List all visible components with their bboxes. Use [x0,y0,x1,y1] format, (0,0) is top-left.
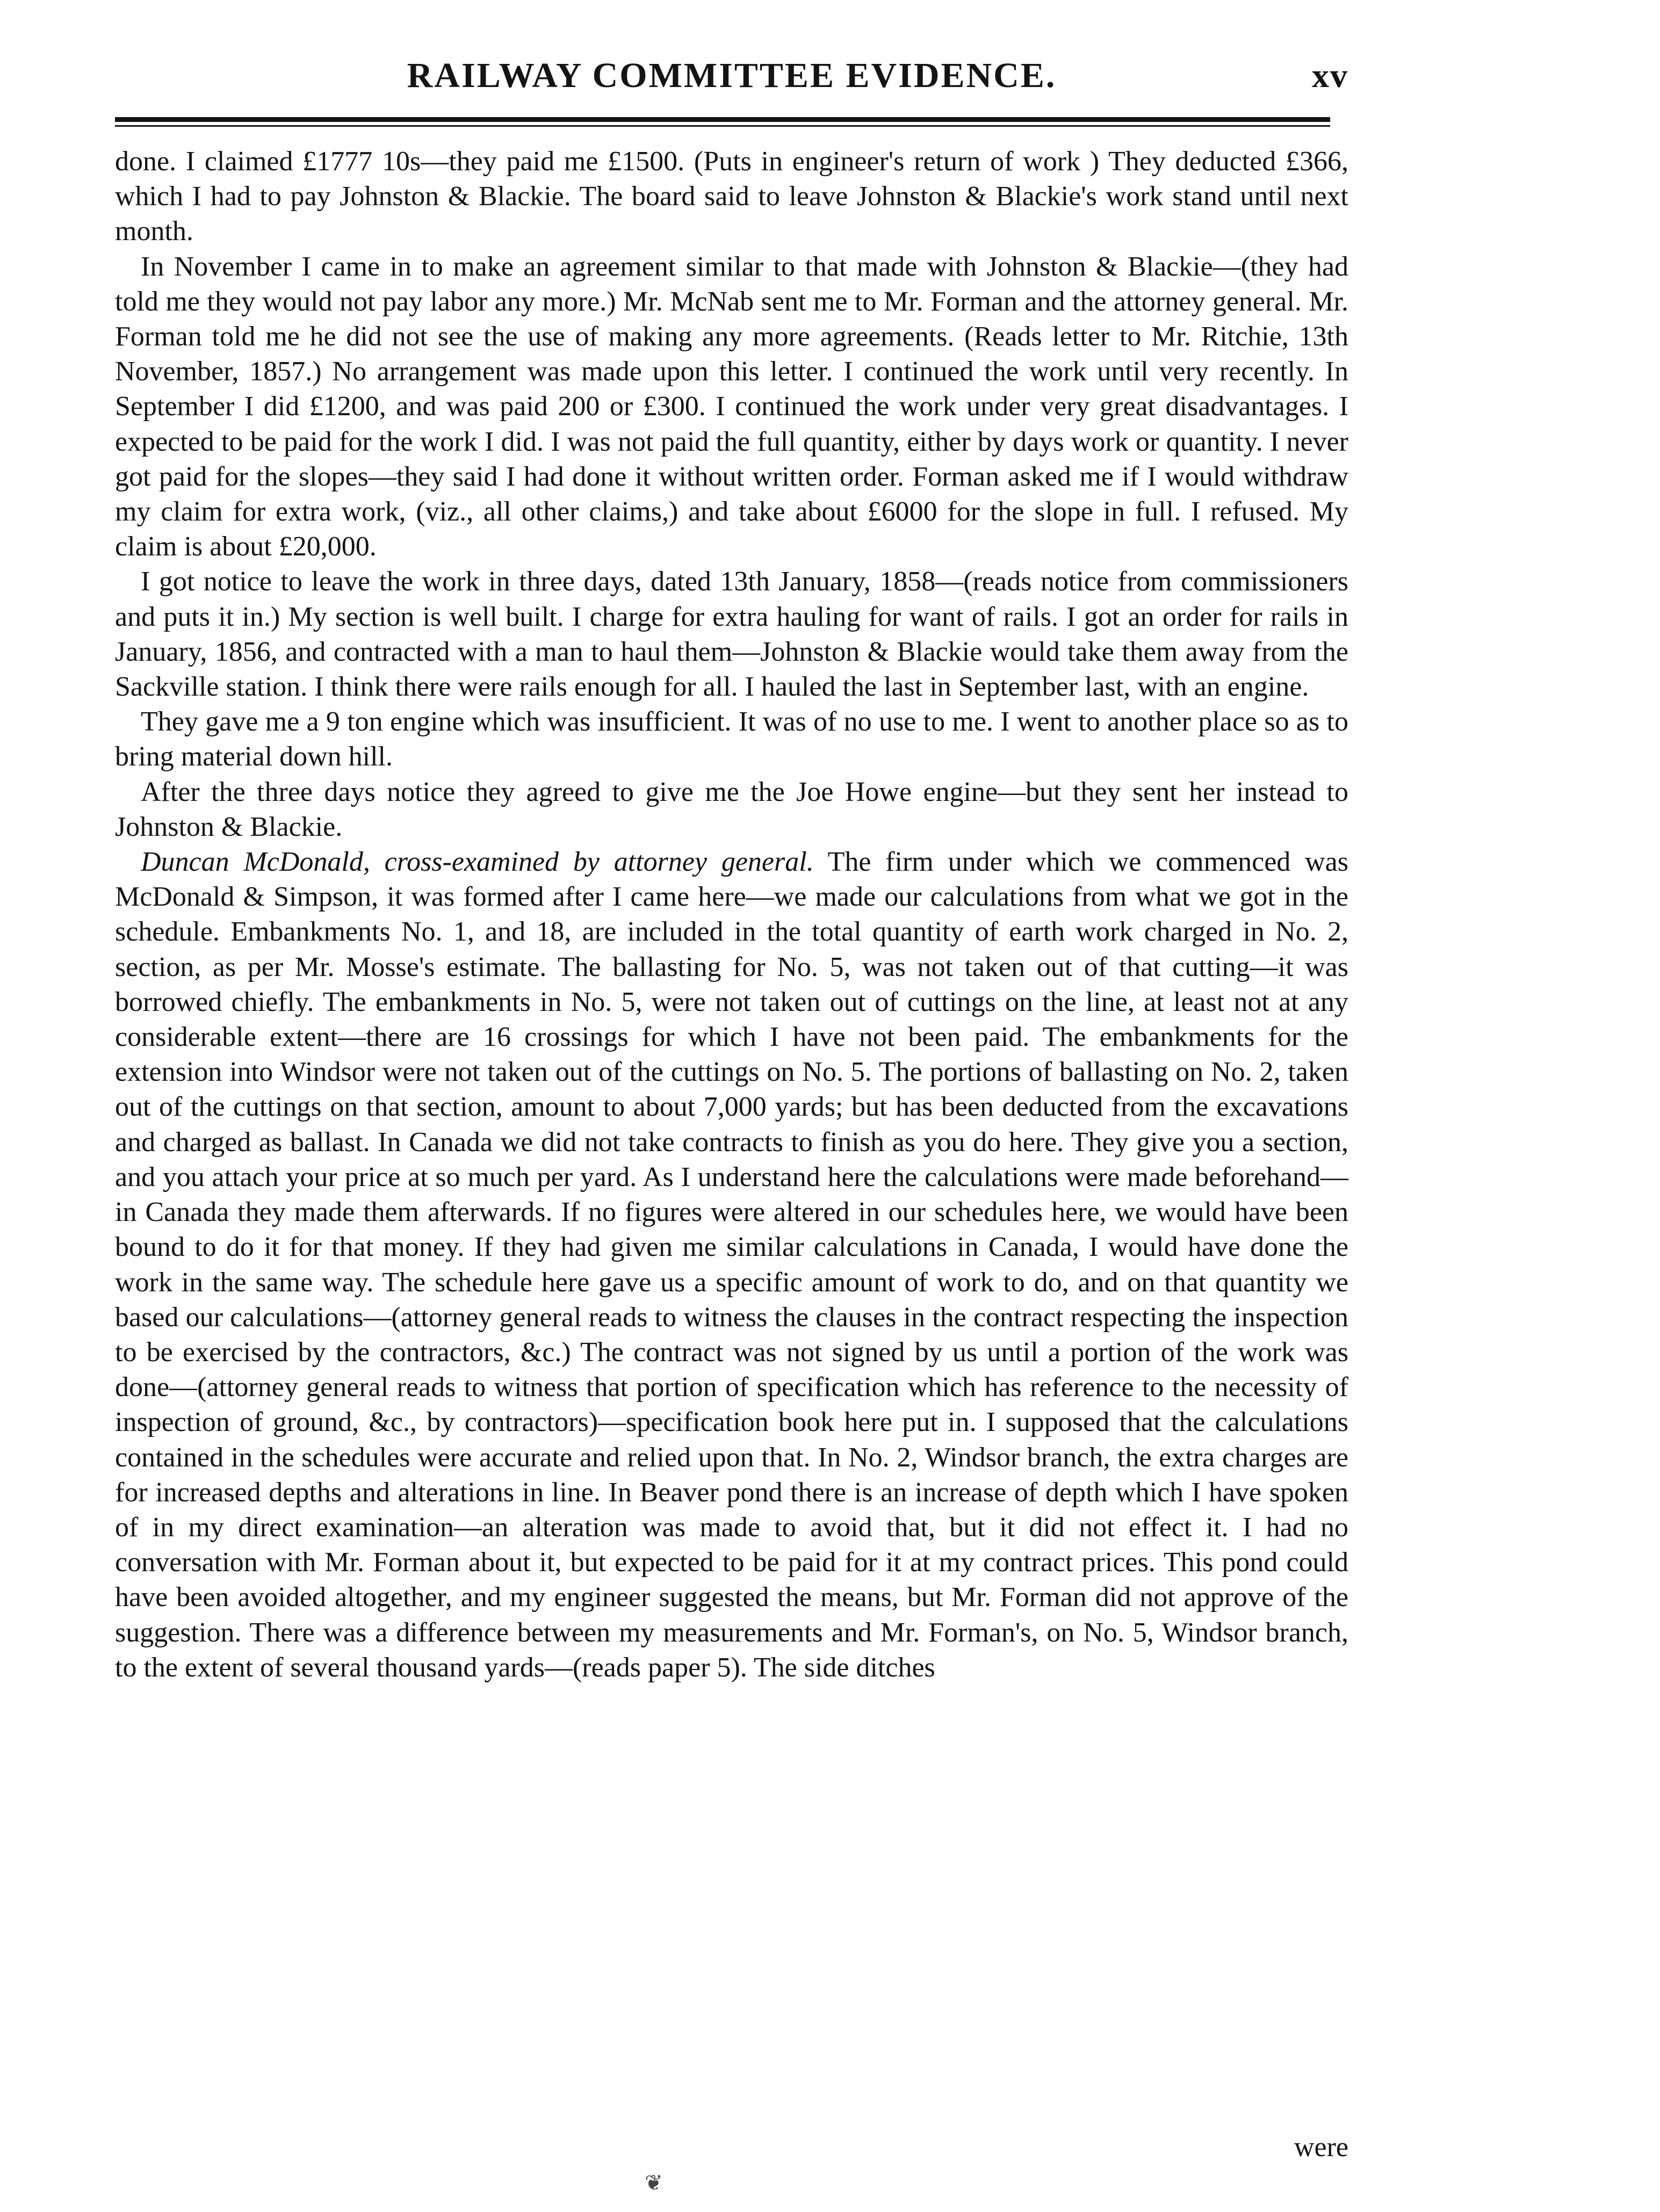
paragraph-2: In November I came in to make an agreement similar to that made with Johnston & Blackie—(they had told me they would not pay labor any more.) Mr. McNab sent me to Mr. Forman and the attorney general. Mr. Forman told me he did not see the use of making any more agreements. (Reads letter to Mr. Ritchie, 13th November, 1857.) No arrangement was made upon this letter. I continued the work until very recently. In September I did £1200, and was paid 200 or £300. I continued the work under very great disadvantages. I expected to be paid for the work I did. I was not paid the full quantity, either by days work or quantity. I never got paid for the slopes—they said I had done it without written order. Forman asked me if I would withdraw my claim for extra work, (viz., all other claims,) and take about £6000 for the slope in full. I refused. My claim is about £20,000. [115,251,1348,562]
page-number: xv [1312,56,1348,95]
paragraph-1: done. I claimed £1777 10s—they paid me £1500. (Puts in engineer's return of work ) They deducted £366, which I had to pay Johnston & Blackie. The board said to leave Johnston & Blackie's work stand until next month. [115,146,1348,247]
body-text [115,144,1348,1685]
paragraph-5: After the three days notice they agreed to give me the Joe Howe engine—but they sent her instead to Johnston & Blackie. [115,776,1348,842]
header-rule-thin [115,125,1330,127]
header-rule-thick [115,117,1330,122]
paragraph-4: They gave me a 9 ton engine which was insufficient. It was of no use to me. I went to another place so as to bring material down hill. [115,706,1348,772]
cross-examination-paragraph [115,844,1348,1685]
printer-ornament-icon: ❦ [645,2171,663,2195]
page-title: RAILWAY COMMITTEE EVIDENCE. [407,56,1057,95]
cross-examination-lead-in: Duncan McDonald, cross-examined by attorney general. [141,847,814,878]
catchword: were [1294,2132,1348,2163]
paragraph-3: I got notice to leave the work in three days, dated 13th January, 1858—(reads notice from commissioners and puts it in.) My section is well built. I charge for extra hauling for want of rails. I got an order for rails in January, 1856, and contracted with a man to haul them—Johnston & Blackie would take them away from the Sackville station. I think there were rails enough for all. I hauled the last in September last, with an engine. [115,566,1348,703]
running-head [115,52,1348,100]
cross-examination-text: The firm under which we commenced was McDonald & Simpson, it was formed after I came here—we made our calculations from what we got in the schedule. Embankments No. 1, and 18, are included in the total quantity of earth work charged in No. 2, section, as per Mr. Mosse's estimate. The ballasting for No. 5, was not taken out of that cutting—it was borrowed chiefly. The embankments in No. 5, were not taken out of cuttings on the line, at least not at any considerable extent—there are 16 crossings for which I have not been paid. The embankments for the extension into Windsor were not taken out of the cuttings on No. 5. The portions of ballasting on No. 2, taken out of the cuttings on that section, amount to about 7,000 yards; but has been deducted from the excavations and charged as ballast. In Canada we did not take contracts to finish as you do here. They give you a section, and you attach your price at so much per yard. As I understand here the calculations were made beforehand—in Canada they made them afterwards. If no figures were altered in our schedules here, we would have been bound to do it for that money. If they had given me similar calculations in Canada, I would have done the work in the same way. The schedule here gave us a specific amount of work to do, and on that quantity we based our calculations—(attorney general reads to witness the clauses in the contract respecting the inspection to be exercised by the contractors, &c.) The contract was not signed by us until a portion of the work was done—(attorney general reads to witness that portion of specification which has reference to the necessity of inspection of ground, &c., by contractors)—specification book here put in. I supposed that the calculations contained in the schedules were accurate and relied upon that. In No. 2, Windsor branch, the extra charges are for increased depths and alterations in line. In Beaver pond there is an increase of depth which I have spoken of in my direct examination—an alteration was made to avoid that, but it did not effect it. I had no conversation with Mr. Forman about it, but expected to be paid for it at my contract prices. This pond could have been avoided altogether, and my engineer suggested the means, but Mr. Forman did not approve of the suggestion. There was a difference between my measurements and Mr. Forman's, on No. 5, Windsor branch, to the extent of several thousand yards—(reads paper 5). The side ditches [115,847,1348,1683]
